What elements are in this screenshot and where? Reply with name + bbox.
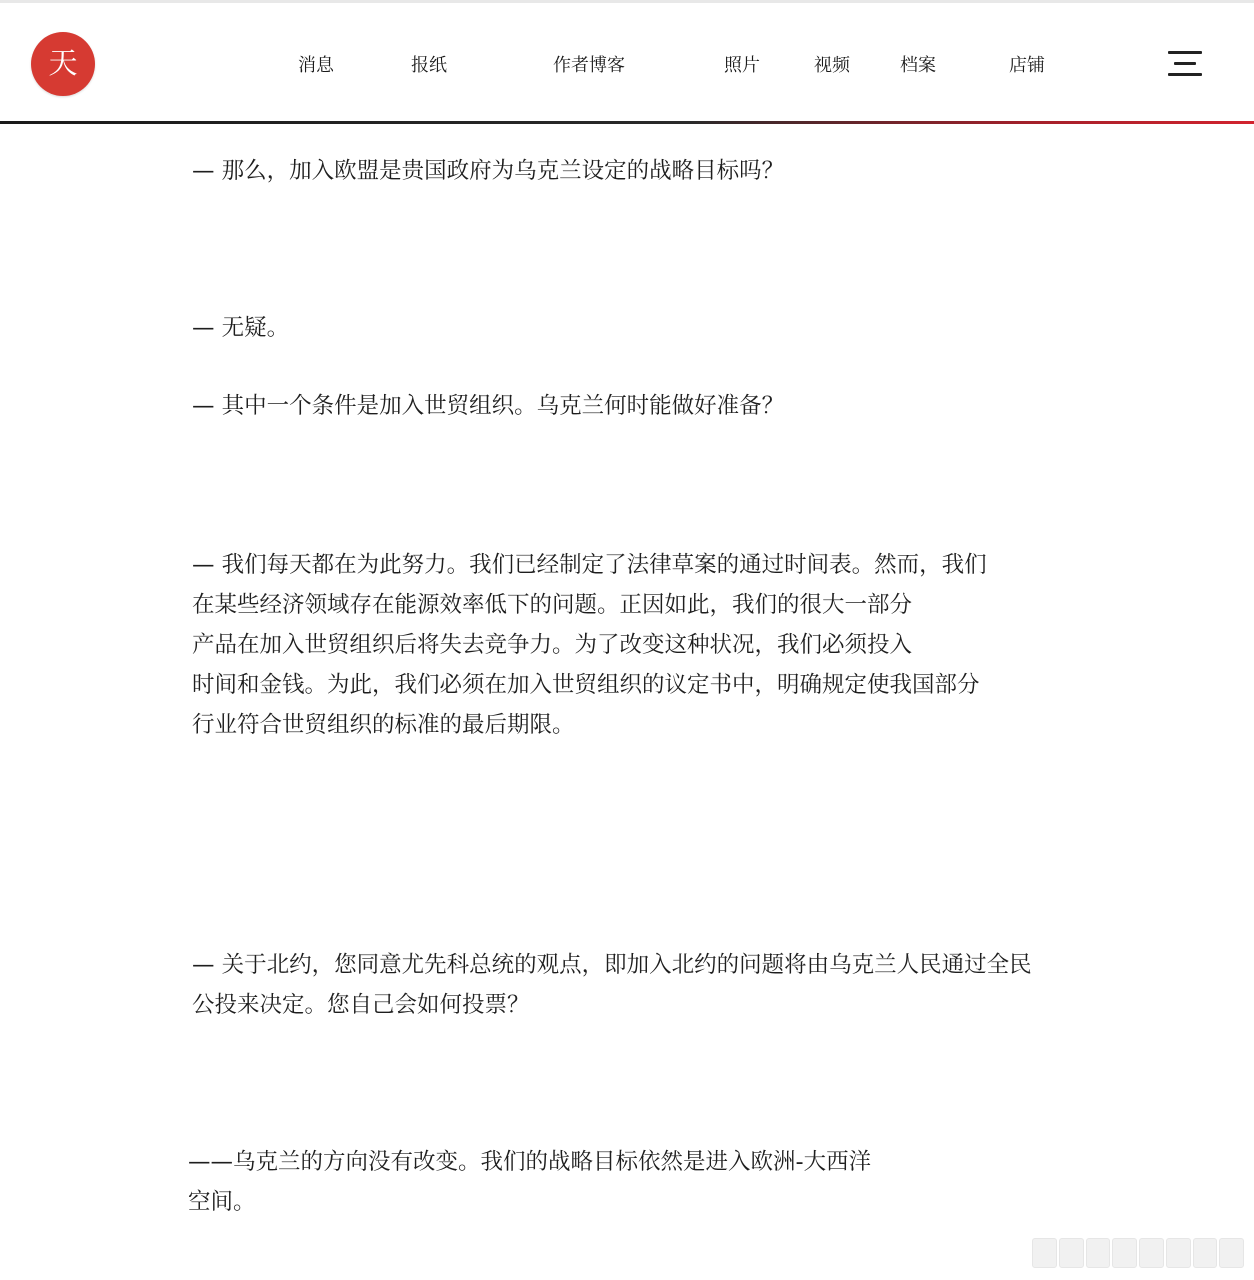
nav-item-news[interactable]: 消息 (298, 55, 334, 76)
site-logo[interactable] (31, 32, 95, 96)
logo-character: 天 (48, 46, 78, 80)
answer-3 (188, 1142, 871, 1222)
answer-3-line-2: 空间。 (188, 1189, 256, 1215)
nav-item-shop[interactable]: 店铺 (1009, 55, 1045, 76)
answer-3-line-1: ——乌克兰的方向没有改变。我们的战略目标依然是进入欧洲-大西洋 (188, 1149, 872, 1175)
answer-2-line-3: 产品在加入世贸组织后将失去竞争力。为了改变这种状况，我们必须投入 (192, 632, 913, 658)
answer-2-line-1: — 我们每天都在为此努力。我们已经制定了法律草案的通过时间表。然而，我们 (192, 552, 987, 578)
nav-item-author-blogs[interactable]: 作者博客 (553, 55, 625, 76)
question-3-line-1: — 关于北约，您同意尤先科总统的观点，即加入北约的问题将由乌克兰人民通过全民 (192, 952, 1032, 978)
site-header (0, 3, 1254, 121)
question-1 (192, 151, 784, 191)
scroll-indicator (1032, 1238, 1244, 1268)
nav-item-newspaper[interactable]: 报纸 (411, 55, 447, 76)
nav-item-video[interactable]: 视频 (814, 55, 850, 76)
answer-2-line-2: 在某些经济领域存在能源效率低下的问题。正因如此，我们的很大一部分 (192, 592, 913, 618)
question-2-line: — 其中一个条件是加入世贸组织。乌克兰何时能做好准备？ (192, 393, 785, 419)
nav-item-photos[interactable]: 照片 (724, 55, 760, 76)
header-divider (0, 121, 1254, 124)
question-3 (192, 945, 1032, 1025)
question-2 (192, 386, 784, 426)
question-1-line: — 那么，加入欧盟是贵国政府为乌克兰设定的战略目标吗？ (192, 158, 785, 184)
answer-2-line-4: 时间和金钱。为此，我们必须在加入世贸组织的议定书中，明确规定使我国部分 (192, 672, 980, 698)
answer-2-line-5: 行业符合世贸组织的标准的最后期限。 (192, 712, 575, 738)
question-3-line-2: 公投来决定。您自己会如何投票？ (192, 992, 530, 1018)
answer-2 (192, 545, 987, 745)
hamburger-menu-icon[interactable] (1168, 51, 1202, 79)
answer-1 (192, 308, 289, 348)
nav-item-archive[interactable]: 档案 (900, 55, 936, 76)
answer-1-line: — 无疑。 (192, 315, 290, 341)
